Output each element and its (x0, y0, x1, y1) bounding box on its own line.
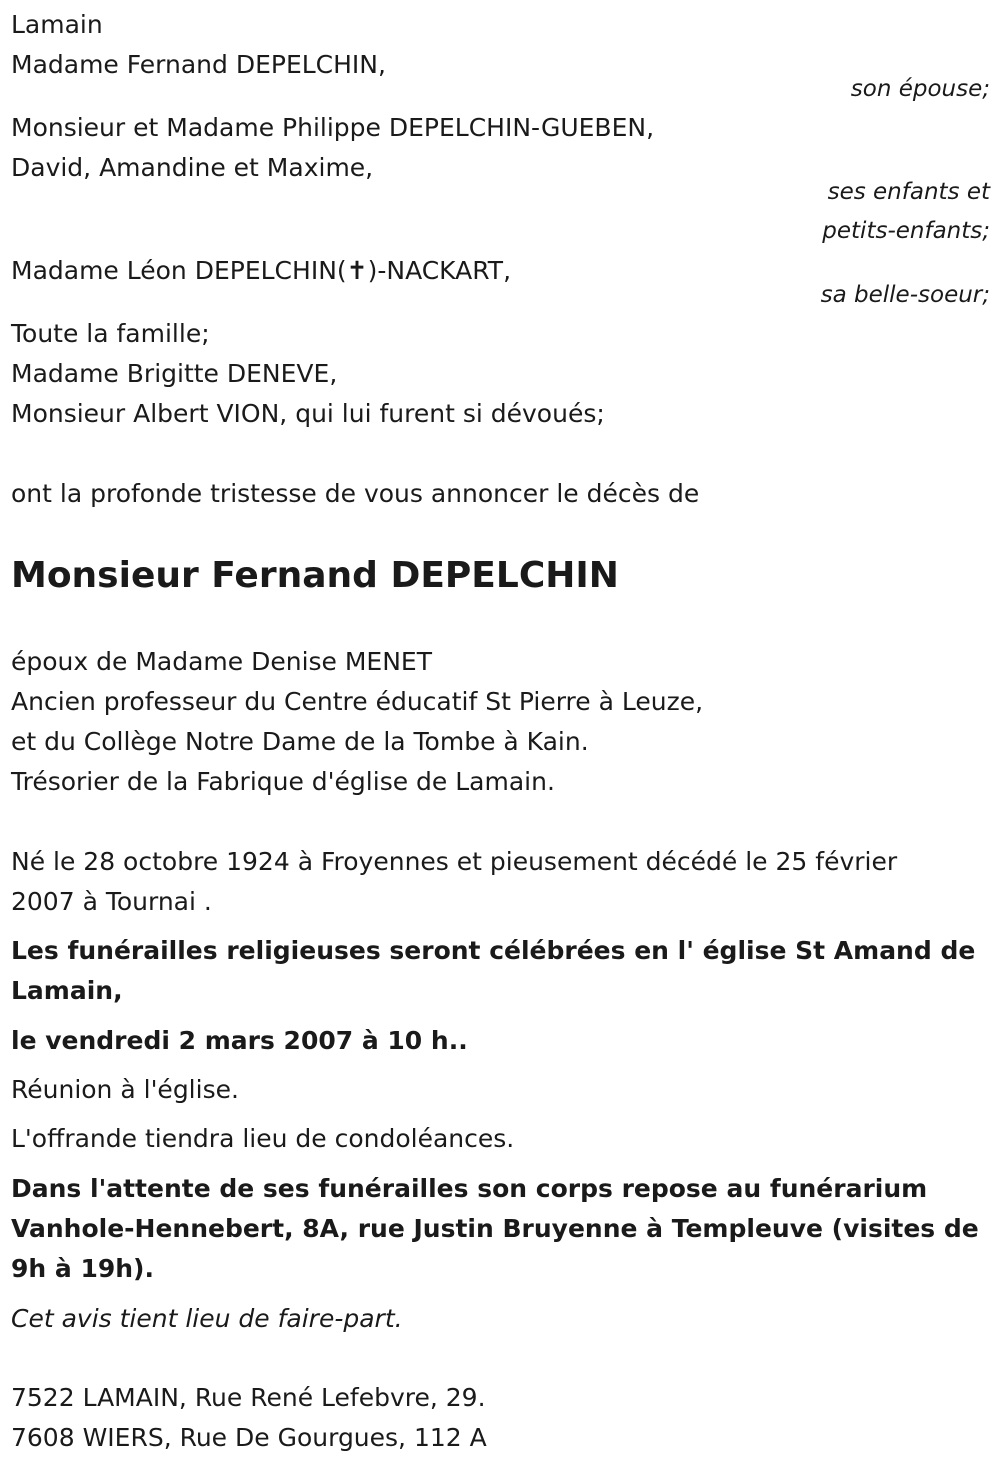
rest-line-1: Dans l'attente de ses funérailles son corps repose au funérarium (11, 1174, 928, 1203)
funeral-date: le vendredi 2 mars 2007 à 10 h.. (11, 1026, 468, 1055)
family-line: Toute la famille; (11, 319, 210, 348)
address-line: 7522 LAMAIN, Rue René Lefebvre, 29. (11, 1383, 486, 1412)
bio-line: époux de Madame Denise MENET (11, 647, 432, 676)
children-line-1: Monsieur et Madame Philippe DEPELCHIN-GUEBEN, (11, 113, 655, 142)
helper-line-1: Madame Brigitte DENEVE, (11, 359, 338, 388)
helper-line-2: Monsieur Albert VION, qui lui furent si dévoués; (11, 399, 605, 428)
rest-line-2: Vanhole-Hennebert, 8A, rue Justin Bruyenne à Templeuve (visites de (11, 1214, 979, 1243)
funeral-line-1: Les funérailles religieuses seront célébrées en l' église St Amand de (11, 936, 976, 965)
village-name: Lamain (11, 10, 103, 39)
children-line-2: David, Amandine et Maxime, (11, 153, 374, 182)
meeting-note: Réunion à l'église. (11, 1075, 239, 1104)
birth-death-line: Né le 28 octobre 1924 à Froyennes et pieusement décédé le 25 février (11, 847, 898, 876)
announcement-text: ont la profonde tristesse de vous annoncer le décès de (11, 479, 700, 508)
offering-note: L'offrande tiendra lieu de condoléances. (11, 1124, 515, 1153)
children-role-line-2: petits-enfants; (822, 218, 990, 244)
funeral-line-2: Lamain, (11, 976, 123, 1005)
birth-death-line: 2007 à Tournai . (11, 887, 212, 916)
sister-in-law-name: Madame Léon DEPELCHIN(✝)-NACKART, (11, 256, 512, 285)
bio-line: Ancien professeur du Centre éducatif St Pierre à Leuze, (11, 687, 704, 716)
bio-line: et du Collège Notre Dame de la Tombe à Kain. (11, 727, 589, 756)
spouse-role: son épouse; (850, 76, 990, 102)
notice-text: Cet avis tient lieu de faire-part. (11, 1304, 403, 1333)
sister-in-law-role: sa belle-soeur; (820, 282, 990, 308)
address-line: 7608 WIERS, Rue De Gourgues, 112 A (11, 1423, 487, 1452)
deceased-name: Monsieur Fernand DEPELCHIN (11, 555, 619, 596)
rest-line-3: 9h à 19h). (11, 1254, 154, 1283)
spouse-name: Madame Fernand DEPELCHIN, (11, 50, 386, 79)
children-role-line-1: ses enfants et (827, 179, 990, 205)
bio-line: Trésorier de la Fabrique d'église de Lamain. (11, 767, 555, 796)
